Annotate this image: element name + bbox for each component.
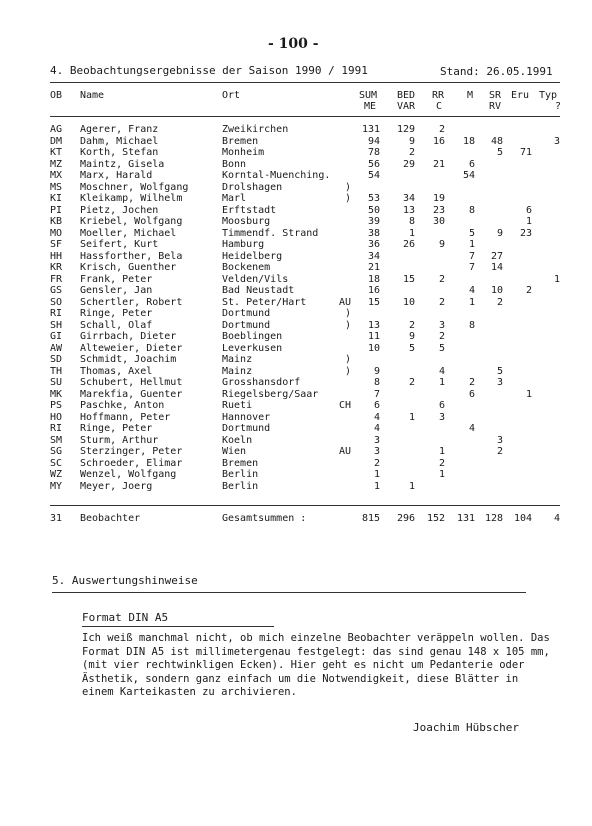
cell-ob: MY (50, 480, 63, 492)
cell-eru: 71 (519, 147, 532, 158)
cell-rr: 30 (432, 216, 445, 227)
table-row (0, 435, 592, 446)
total-m: 131 (456, 513, 475, 524)
table-row (0, 458, 592, 469)
cell-sum: 50 (367, 204, 380, 216)
cell-m: 6 (468, 158, 475, 170)
table-row (0, 320, 592, 331)
cell-name: Frank, Peter (80, 273, 153, 285)
cell-ob: SU (50, 377, 63, 388)
cell-eru: 6 (525, 204, 532, 216)
cell-ort: Hannover (222, 411, 271, 423)
table-row (0, 193, 592, 204)
cell-bed: 2 (408, 319, 415, 331)
table-row (0, 331, 592, 342)
cell-bed: 2 (408, 377, 415, 388)
cell-name: Sterzinger, Peter (80, 446, 183, 457)
table-row (0, 216, 592, 227)
cell-bed: 5 (408, 342, 415, 354)
cell-sr: 27 (490, 250, 503, 262)
section-5-heading: 5. Auswertungshinweise (52, 574, 198, 587)
cell-ort: Berlin (222, 469, 259, 480)
cell-m: 8 (468, 319, 475, 331)
cell-sum: 3 (373, 434, 380, 446)
cell-ort: Grosshansdorf (222, 377, 301, 388)
cell-sum: 10 (367, 342, 380, 354)
cell-bed: 34 (402, 193, 415, 204)
cell-sum: 7 (373, 388, 380, 400)
cell-name: Krisch, Guenther (80, 262, 177, 273)
cell-ort: Dortmund (222, 319, 271, 331)
cell-ort: Bremen (222, 457, 259, 469)
table-row (0, 228, 592, 239)
cell-name: Alteweier, Dieter (80, 342, 183, 354)
cell-name: Thomas, Axel (80, 365, 153, 377)
cell-m: 18 (462, 135, 475, 147)
cell-name: Maintz, Gisela (80, 158, 165, 170)
table-row (0, 205, 592, 216)
table-row (0, 366, 592, 377)
cell-name: Schroeder, Elimar (80, 457, 183, 469)
cell-sum: 15 (367, 296, 380, 308)
cell-sum: 2 (373, 457, 380, 469)
table-top-rule (50, 82, 560, 83)
cell-name: Gensler, Jan (80, 285, 153, 296)
cell-rr: 2 (438, 124, 445, 135)
cell-sum: 6 (373, 400, 380, 411)
cell-m: 1 (468, 296, 475, 308)
cell-ort: Bad Neustadt (222, 285, 295, 296)
cell-ort: Dortmund (222, 308, 271, 319)
cell-ob: FR (50, 273, 63, 285)
table-row (0, 343, 592, 354)
cell-ob: WZ (50, 469, 63, 480)
cell-ob: SO (50, 296, 63, 308)
cell-name: Meyer, Joerg (80, 480, 153, 492)
cell-sum: 39 (367, 216, 380, 227)
cell-ob: KI (50, 193, 63, 204)
cell-ob: PI (50, 204, 63, 216)
total-rr: 152 (426, 513, 445, 524)
cell-ob: MS (50, 181, 63, 193)
cell-bed: 26 (402, 239, 415, 250)
cell-rr: 6 (438, 400, 445, 411)
cell-sum: 94 (367, 135, 380, 147)
cell-rr: 3 (438, 411, 445, 423)
cell-name: Hassforther, Bela (80, 250, 183, 262)
total-sr: 128 (484, 513, 503, 524)
cell-m: 7 (468, 262, 475, 273)
cell-ob: KT (50, 147, 63, 158)
cell-name: Schall, Olaf (80, 319, 153, 331)
cell-ort: Berlin (222, 480, 259, 492)
header-rule (50, 116, 560, 117)
cell-ob: MX (50, 170, 63, 181)
cell-sum: 38 (367, 227, 380, 239)
header-typ-2: ? (555, 101, 562, 112)
cell-ob: AW (50, 342, 63, 354)
cell-m: 2 (468, 377, 475, 388)
cell-rr: 2 (438, 273, 445, 285)
cell-ort: Drolshagen (222, 181, 283, 193)
cell-sum: 131 (361, 124, 380, 135)
table-row (0, 124, 592, 135)
cell-ort: Velden/Vils (222, 273, 289, 285)
cell-ort: Mainz (222, 365, 253, 377)
cell-name: Paschke, Anton (80, 400, 165, 411)
cell-rr: 5 (438, 342, 445, 354)
cell-ob: DM (50, 135, 63, 147)
cell-rr: 16 (432, 135, 445, 147)
cell-rr: 1 (438, 377, 445, 388)
cell-ob: RI (50, 308, 63, 319)
total-typ: 4 (553, 513, 560, 524)
cell-ob: SG (50, 446, 63, 457)
cell-ob: TH (50, 365, 63, 377)
stand-date: Stand: 26.05.1991 (440, 65, 553, 78)
table-row (0, 377, 592, 388)
cell-m: 4 (468, 423, 475, 434)
cell-rr: 9 (438, 239, 445, 250)
cell-ort: Wien (222, 446, 247, 457)
cell-country: CH (339, 400, 352, 411)
cell-name: Marekfia, Guenter (80, 388, 183, 400)
header-rr-2: C (436, 101, 443, 112)
cell-rr: 2 (438, 331, 445, 342)
cell-m: 8 (468, 204, 475, 216)
cell-bed: 8 (408, 216, 415, 227)
cell-name: Seifert, Kurt (80, 239, 159, 250)
table-row (0, 423, 592, 434)
cell-ort: Bremen (222, 135, 259, 147)
cell-bed: 129 (396, 124, 415, 135)
cell-sr: 2 (496, 446, 503, 457)
cell-sum: 4 (373, 411, 380, 423)
cell-sum: 21 (367, 262, 380, 273)
cell-sr: 14 (490, 262, 503, 273)
total-sum: 815 (361, 513, 380, 524)
cell-bed: 15 (402, 273, 415, 285)
cell-ort: Erftstadt (222, 204, 277, 216)
cell-country: AU (339, 446, 352, 457)
cell-rr: 1 (438, 446, 445, 457)
header-sr: SR (489, 90, 502, 101)
cell-name: Girrbach, Dieter (80, 331, 177, 342)
cell-rr: 2 (438, 296, 445, 308)
cell-ort: Koeln (222, 434, 253, 446)
table-row (0, 446, 592, 457)
table-row (0, 147, 592, 158)
cell-name: Pietz, Jochen (80, 204, 159, 216)
cell-bed: 9 (408, 135, 415, 147)
cell-eru: 1 (525, 216, 532, 227)
table-row (0, 170, 592, 181)
cell-m: 54 (462, 170, 475, 181)
cell-name: Ringe, Peter (80, 423, 153, 434)
cell-rr: 4 (438, 365, 445, 377)
cell-ob: SH (50, 319, 63, 331)
cell-ob: RI (50, 423, 63, 434)
cell-ob: KR (50, 262, 63, 273)
cell-ob: MO (50, 227, 63, 239)
header-rr: RR (432, 90, 445, 101)
table-row (0, 469, 592, 480)
cell-sum: 8 (373, 377, 380, 388)
cell-sr: 5 (496, 365, 503, 377)
cell-bed: 1 (408, 480, 415, 492)
cell-sum: 11 (367, 331, 380, 342)
cell-rr: 21 (432, 158, 445, 170)
cell-ort: Rueti (222, 400, 253, 411)
cell-ob: MK (50, 388, 63, 400)
cell-sum: 16 (367, 285, 380, 296)
cell-ort: Marl (222, 193, 247, 204)
cell-m: 1 (468, 239, 475, 250)
cell-ob: SC (50, 457, 63, 469)
cell-ort: Bonn (222, 158, 247, 170)
cell-m: 6 (468, 388, 475, 400)
cell-sum: 54 (367, 170, 380, 181)
cell-eru: 1 (525, 388, 532, 400)
header-sum: SUM (359, 90, 378, 101)
cell-bracket: ) (345, 365, 352, 377)
table-row (0, 182, 592, 193)
cell-name: Agerer, Franz (80, 124, 159, 135)
cell-ob: HH (50, 250, 63, 262)
cell-bracket: ) (345, 181, 352, 193)
cell-rr: 23 (432, 204, 445, 216)
cell-ort: Timmendf. Strand (222, 227, 319, 239)
cell-name: Kleikamp, Wilhelm (80, 193, 183, 204)
cell-ort: Dortmund (222, 423, 271, 434)
cell-eru: 23 (519, 227, 532, 239)
table-row (0, 251, 592, 262)
cell-name: Moeller, Michael (80, 227, 177, 239)
table-row (0, 262, 592, 273)
cell-ob: HO (50, 411, 63, 423)
cell-name: Wenzel, Wolfgang (80, 469, 177, 480)
cell-ob: AG (50, 124, 63, 135)
signature: Joachim Hübscher (413, 721, 519, 734)
table-row (0, 412, 592, 423)
cell-ob: KB (50, 216, 63, 227)
cell-bed: 10 (402, 296, 415, 308)
cell-bed: 2 (408, 147, 415, 158)
table-row (0, 297, 592, 308)
cell-rr: 2 (438, 457, 445, 469)
cell-bracket: ) (345, 193, 352, 204)
cell-bracket: ) (345, 308, 352, 319)
table-row (0, 389, 592, 400)
table-row (0, 136, 592, 147)
cell-sum: 3 (373, 446, 380, 457)
header-sr-2: RV (489, 101, 502, 112)
cell-sum: 36 (367, 239, 380, 250)
cell-rr: 19 (432, 193, 445, 204)
cell-ob: SM (50, 434, 63, 446)
cell-ort: Boeblingen (222, 331, 283, 342)
cell-sum: 78 (367, 147, 380, 158)
cell-name: Schubert, Hellmut (80, 377, 183, 388)
cell-ob: MZ (50, 158, 63, 170)
cell-typ: 3 (553, 135, 560, 147)
header-ort: Ort (222, 90, 241, 101)
cell-rr: 1 (438, 469, 445, 480)
cell-name: Kriebel, Wolfgang (80, 216, 183, 227)
cell-sum: 34 (367, 250, 380, 262)
cell-sum: 56 (367, 158, 380, 170)
cell-m: 4 (468, 285, 475, 296)
section-4-heading: 4. Beobachtungsergebnisse der Saison 1990 / 1991 (50, 64, 368, 77)
cell-sr: 9 (496, 227, 503, 239)
header-m: M (467, 90, 474, 101)
header-bed: BED (397, 90, 416, 101)
cell-name: Dahm, Michael (80, 135, 159, 147)
cell-sr: 48 (490, 135, 503, 147)
cell-ob: SD (50, 354, 63, 365)
cell-country: AU (339, 296, 352, 308)
cell-ob: PS (50, 400, 63, 411)
table-row (0, 159, 592, 170)
header-ob: OB (50, 90, 63, 101)
box-title: Format DIN A5 (82, 611, 169, 624)
box-title-rule (82, 626, 274, 627)
cell-bed: 29 (402, 158, 415, 170)
cell-sum: 53 (367, 193, 380, 204)
page-number: - 100 - (268, 36, 319, 52)
cell-name: Schertler, Robert (80, 296, 183, 308)
total-bed: 296 (396, 513, 415, 524)
totals-label: Gesamtsummen : (222, 513, 307, 524)
cell-sum: 1 (373, 480, 380, 492)
header-eru: Eru (511, 90, 530, 101)
header-bed-2: VAR (397, 101, 416, 112)
cell-bed: 13 (402, 204, 415, 216)
cell-ort: Moosburg (222, 216, 271, 227)
header-name: Name (80, 90, 105, 101)
cell-ort: Heidelberg (222, 250, 283, 262)
cell-name: Sturm, Arthur (80, 434, 159, 446)
cell-ob: SF (50, 239, 63, 250)
section-5-rule (52, 592, 526, 593)
observer-count: 31 (50, 513, 63, 524)
cell-sr: 2 (496, 296, 503, 308)
cell-bed: 1 (408, 227, 415, 239)
cell-ob: GS (50, 285, 63, 296)
table-row (0, 239, 592, 250)
cell-name: Korth, Stefan (80, 147, 159, 158)
cell-name: Hoffmann, Peter (80, 411, 171, 423)
cell-ort: Zweikirchen (222, 124, 289, 135)
cell-name: Moschner, Wolfgang (80, 181, 189, 193)
cell-ort: St. Peter/Hart (222, 296, 307, 308)
cell-typ: 1 (553, 273, 560, 285)
cell-sr: 3 (496, 434, 503, 446)
table-row (0, 354, 592, 365)
table-row (0, 400, 592, 411)
cell-sum: 9 (373, 365, 380, 377)
cell-sum: 1 (373, 469, 380, 480)
cell-name: Marx, Harald (80, 170, 153, 181)
header-sum-2: ME (364, 101, 377, 112)
cell-bed: 9 (408, 331, 415, 342)
table-row (0, 274, 592, 285)
totals-rule (50, 505, 560, 506)
cell-ob: GI (50, 331, 63, 342)
cell-sr: 10 (490, 285, 503, 296)
cell-sum: 4 (373, 423, 380, 434)
cell-sr: 5 (496, 147, 503, 158)
cell-name: Schmidt, Joachim (80, 354, 177, 365)
cell-sum: 13 (367, 319, 380, 331)
cell-ort: Monheim (222, 147, 265, 158)
cell-bracket: ) (345, 319, 352, 331)
cell-rr: 3 (438, 319, 445, 331)
table-row (0, 285, 592, 296)
cell-bracket: ) (345, 354, 352, 365)
cell-name: Ringe, Peter (80, 308, 153, 319)
cell-bed: 1 (408, 411, 415, 423)
body-paragraph: Ich weiß manchmal nicht, ob mich einzelne Beobachter veräppeln wollen. Das Format DIN A5 ist millimetergenau festgelegt: das sind genau 148 x 105 mm, (mit vier rechtwinkligen Ecken). Hier geht es nicht um Pedanterie oder Ästhetik, sondern ganz einfach um die Notwendigkeit, diese Blätter in einem Karteikasten zu archivieren. (82, 632, 550, 699)
cell-ort: Leverkusen (222, 342, 283, 354)
cell-ort: Riegelsberg/Saar (222, 388, 319, 400)
table-row (0, 481, 592, 492)
totals-row (0, 513, 592, 524)
total-eru: 104 (513, 513, 532, 524)
cell-eru: 2 (525, 285, 532, 296)
header-typ: Typ (539, 90, 558, 101)
cell-ort: Korntal-Muenching. (222, 170, 331, 181)
cell-m: 5 (468, 227, 475, 239)
cell-m: 7 (468, 250, 475, 262)
table-row (0, 308, 592, 319)
cell-sum: 18 (367, 273, 380, 285)
cell-sr: 3 (496, 377, 503, 388)
observer-label: Beobachter (80, 513, 141, 524)
cell-ort: Hamburg (222, 239, 265, 250)
cell-ort: Bockenem (222, 262, 271, 273)
cell-ort: Mainz (222, 354, 253, 365)
